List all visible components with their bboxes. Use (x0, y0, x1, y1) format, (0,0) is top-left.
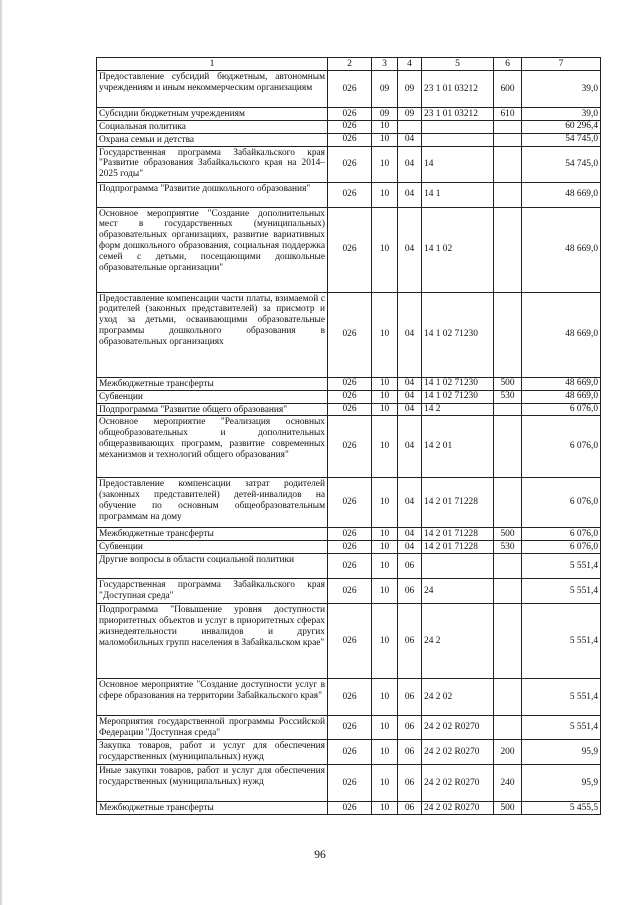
expense-type-cell: 500 (494, 528, 522, 541)
amount-cell: 6 076,0 (522, 541, 601, 554)
ministry-code-cell: 026 (328, 71, 372, 108)
subsection-code-cell: 04 (398, 292, 422, 377)
section-code-cell: 10 (372, 478, 398, 528)
target-article-cell: 14 2 (422, 403, 494, 416)
ministry-code-cell: 026 (328, 182, 372, 207)
row-name-cell: Государственная программа Забайкальского края "Развитие образования Забайкальского края на 2014–2025 годы" (97, 146, 328, 182)
row-name-cell: Охрана семьи и детства (97, 133, 328, 146)
target-article-cell: 14 1 02 71230 (422, 390, 494, 403)
target-article-cell: 14 (422, 146, 494, 182)
table-row (97, 579, 601, 604)
expense-type-cell: 200 (494, 740, 522, 765)
amount-cell: 48 669,0 (522, 377, 601, 390)
section-code-cell: 10 (372, 403, 398, 416)
section-code-cell: 10 (372, 207, 398, 292)
ministry-code-cell: 026 (328, 679, 372, 716)
subsection-code-cell: 09 (398, 108, 422, 121)
row-name-cell: Подпрограмма "Развитие дошкольного образования" (97, 182, 328, 207)
target-article-cell: 24 2 02 R0270 (422, 802, 494, 815)
table-row (97, 528, 601, 541)
subsection-code-cell: 04 (398, 403, 422, 416)
amount-cell: 95,9 (522, 740, 601, 765)
section-code-cell: 10 (372, 541, 398, 554)
section-code-cell: 10 (372, 390, 398, 403)
target-article-cell: 23 1 01 03212 (422, 108, 494, 121)
table-row (97, 377, 601, 390)
subsection-code-cell: 06 (398, 679, 422, 716)
ministry-code-cell: 026 (328, 478, 372, 528)
target-article-cell: 14 2 01 71228 (422, 478, 494, 528)
amount-cell: 5 551,4 (522, 716, 601, 740)
table-row (97, 403, 601, 416)
ministry-code-cell: 026 (328, 604, 372, 679)
row-name-cell: Основное мероприятие "Реализация основных общеобразовательных и дополнительных общеразвивающих программ, развитие современных механизмов и технологий общего образования" (97, 416, 328, 478)
expense-type-cell: 500 (494, 377, 522, 390)
table-row (97, 802, 601, 815)
section-code-cell: 10 (372, 679, 398, 716)
header-cell: 6 (494, 58, 522, 71)
amount-cell: 6 076,0 (522, 416, 601, 478)
section-code-cell: 10 (372, 133, 398, 146)
section-code-cell: 10 (372, 554, 398, 579)
expense-type-cell: 610 (494, 108, 522, 121)
amount-cell: 5 551,4 (522, 604, 601, 679)
subsection-code-cell: 04 (398, 207, 422, 292)
amount-cell: 48 669,0 (522, 207, 601, 292)
target-article-cell: 23 1 01 03212 (422, 71, 494, 108)
table-row (97, 416, 601, 478)
amount-cell: 5 551,4 (522, 579, 601, 604)
section-code-cell: 10 (372, 528, 398, 541)
expense-type-cell (494, 403, 522, 416)
target-article-cell: 24 2 02 R0270 (422, 716, 494, 740)
expense-type-cell (494, 716, 522, 740)
subsection-code-cell: 06 (398, 604, 422, 679)
expense-type-cell (494, 207, 522, 292)
amount-cell: 48 669,0 (522, 182, 601, 207)
target-article-cell: 14 1 02 71230 (422, 377, 494, 390)
expense-type-cell: 500 (494, 802, 522, 815)
subsection-code-cell: 04 (398, 133, 422, 146)
target-article-cell: 24 2 (422, 604, 494, 679)
subsection-code-cell: 04 (398, 416, 422, 478)
target-article-cell: 24 2 02 R0270 (422, 740, 494, 765)
ministry-code-cell: 026 (328, 120, 372, 133)
target-article-cell: 24 2 02 (422, 679, 494, 716)
header-cell: 2 (328, 58, 372, 71)
expense-type-cell: 600 (494, 71, 522, 108)
row-name-cell: Подпрограмма "Повышение уровня доступности приоритетных объектов и услуг в приоритетных сферах жизнедеятельности инвалидов и других маломобильных групп населения в Забайкальском крае" (97, 604, 328, 679)
table-row (97, 604, 601, 679)
ministry-code-cell: 026 (328, 416, 372, 478)
row-name-cell: Социальная политика (97, 120, 328, 133)
header-cell: 5 (422, 58, 494, 71)
ministry-code-cell: 026 (328, 765, 372, 802)
row-name-cell: Мероприятия государственной программы Российской Федерации "Доступная среда" (97, 716, 328, 740)
table-row (97, 716, 601, 740)
subsection-code-cell: 06 (398, 579, 422, 604)
row-name-cell: Межбюджетные трансферты (97, 528, 328, 541)
row-name-cell: Основное мероприятие "Создание доступности услуг в сфере образования на территории Забайкальского края" (97, 679, 328, 716)
ministry-code-cell: 026 (328, 716, 372, 740)
row-name-cell: Другие вопросы в области социальной политики (97, 554, 328, 579)
subsection-code-cell: 04 (398, 377, 422, 390)
row-name-cell: Закупка товаров, работ и услуг для обеспечения государственных (муниципальных) нужд (97, 740, 328, 765)
ministry-code-cell: 026 (328, 528, 372, 541)
row-name-cell: Предоставление компенсации части платы, взимаемой с родителей (законных представителей) за присмотр и уход за детьми, осваивающими образовательные программы дошкольного образования в образовательных организациях (97, 292, 328, 377)
section-code-cell: 10 (372, 604, 398, 679)
subsection-code-cell: 06 (398, 554, 422, 579)
expense-type-cell (494, 292, 522, 377)
subsection-code-cell: 04 (398, 146, 422, 182)
target-article-cell (422, 120, 494, 133)
table-row (97, 478, 601, 528)
budget-table (96, 57, 601, 815)
amount-cell: 5 455,5 (522, 802, 601, 815)
ministry-code-cell: 026 (328, 390, 372, 403)
table-row (97, 765, 601, 802)
section-code-cell: 10 (372, 802, 398, 815)
row-name-cell: Основное мероприятие "Создание дополнительных мест в государственных (муниципальных) образовательных организациях, развитие вариативных форм дошкольного образования, социальная поддержка семей с детьми, посещающими дошкольные образовательные организации" (97, 207, 328, 292)
table-row (97, 120, 601, 133)
section-code-cell: 10 (372, 740, 398, 765)
expense-type-cell: 530 (494, 390, 522, 403)
header-cell: 3 (372, 58, 398, 71)
target-article-cell: 14 2 01 (422, 416, 494, 478)
section-code-cell: 10 (372, 292, 398, 377)
subsection-code-cell: 09 (398, 71, 422, 108)
page-number: 96 (314, 849, 326, 861)
header-cell: 4 (398, 58, 422, 71)
target-article-cell: 14 1 (422, 182, 494, 207)
expense-type-cell (494, 604, 522, 679)
table-row (97, 740, 601, 765)
subsection-code-cell: 04 (398, 390, 422, 403)
subsection-code-cell: 04 (398, 528, 422, 541)
subsection-code-cell: 04 (398, 541, 422, 554)
target-article-cell: 24 (422, 579, 494, 604)
ministry-code-cell: 026 (328, 740, 372, 765)
table-row (97, 71, 601, 108)
target-article-cell: 14 1 02 71230 (422, 292, 494, 377)
row-name-cell: Государственная программа Забайкальского края "Доступная среда" (97, 579, 328, 604)
section-code-cell: 10 (372, 182, 398, 207)
ministry-code-cell: 026 (328, 108, 372, 121)
amount-cell: 54 745,0 (522, 146, 601, 182)
table-row (97, 679, 601, 716)
row-name-cell: Межбюджетные трансферты (97, 377, 328, 390)
ministry-code-cell: 026 (328, 207, 372, 292)
ministry-code-cell: 026 (328, 292, 372, 377)
amount-cell: 60 296,4 (522, 120, 601, 133)
table-row (97, 390, 601, 403)
expense-type-cell: 240 (494, 765, 522, 802)
row-name-cell: Межбюджетные трансферты (97, 802, 328, 815)
section-code-cell: 10 (372, 146, 398, 182)
section-code-cell: 10 (372, 579, 398, 604)
row-name-cell: Субсидии бюджетным учреждениям (97, 108, 328, 121)
section-code-cell: 10 (372, 120, 398, 133)
table-row (97, 207, 601, 292)
table-row (97, 541, 601, 554)
expense-type-cell (494, 416, 522, 478)
section-code-cell: 09 (372, 71, 398, 108)
row-name-cell: Предоставление субсидий бюджетным, автономным учреждениям и иным некоммерческим организациям (97, 71, 328, 108)
ministry-code-cell: 026 (328, 541, 372, 554)
ministry-code-cell: 026 (328, 802, 372, 815)
subsection-code-cell: 06 (398, 765, 422, 802)
table-row (97, 108, 601, 121)
expense-type-cell (494, 679, 522, 716)
row-name-cell: Иные закупки товаров, работ и услуг для обеспечения государственных (муниципальных) нужд (97, 765, 328, 802)
section-code-cell: 09 (372, 108, 398, 121)
target-article-cell: 14 2 01 71228 (422, 528, 494, 541)
subsection-code-cell: 04 (398, 182, 422, 207)
row-name-cell: Субвенции (97, 390, 328, 403)
header-cell: 1 (97, 58, 328, 71)
amount-cell: 95,9 (522, 765, 601, 802)
target-article-cell: 14 1 02 (422, 207, 494, 292)
ministry-code-cell: 026 (328, 579, 372, 604)
scan-edge-shadow (0, 0, 3, 905)
row-name-cell: Предоставление компенсации затрат родителей (законных представителей) детей-инвалидов на обучение по основным общеобразовательным программам на дому (97, 478, 328, 528)
expense-type-cell (494, 182, 522, 207)
target-article-cell (422, 133, 494, 146)
table-row (97, 133, 601, 146)
table-row (97, 292, 601, 377)
row-name-cell: Подпрограмма "Развитие общего образования" (97, 403, 328, 416)
section-code-cell: 10 (372, 377, 398, 390)
ministry-code-cell: 026 (328, 554, 372, 579)
ministry-code-cell: 026 (328, 377, 372, 390)
table-row (97, 182, 601, 207)
section-code-cell: 10 (372, 416, 398, 478)
table-row (97, 554, 601, 579)
subsection-code-cell: 06 (398, 802, 422, 815)
amount-cell: 6 076,0 (522, 528, 601, 541)
amount-cell: 48 669,0 (522, 292, 601, 377)
row-name-cell: Субвенции (97, 541, 328, 554)
expense-type-cell (494, 146, 522, 182)
amount-cell: 6 076,0 (522, 403, 601, 416)
subsection-code-cell (398, 120, 422, 133)
header-cell: 7 (522, 58, 601, 71)
expense-type-cell (494, 120, 522, 133)
subsection-code-cell: 06 (398, 740, 422, 765)
expense-type-cell (494, 554, 522, 579)
subsection-code-cell: 06 (398, 716, 422, 740)
ministry-code-cell: 026 (328, 133, 372, 146)
amount-cell: 54 745,0 (522, 133, 601, 146)
section-code-cell: 10 (372, 765, 398, 802)
amount-cell: 6 076,0 (522, 478, 601, 528)
amount-cell: 48 669,0 (522, 390, 601, 403)
target-article-cell: 14 2 01 71228 (422, 541, 494, 554)
expense-type-cell (494, 133, 522, 146)
subsection-code-cell: 04 (398, 478, 422, 528)
ministry-code-cell: 026 (328, 403, 372, 416)
target-article-cell: 24 2 02 R0270 (422, 765, 494, 802)
expense-type-cell (494, 478, 522, 528)
amount-cell: 5 551,4 (522, 679, 601, 716)
expense-type-cell: 530 (494, 541, 522, 554)
section-code-cell: 10 (372, 716, 398, 740)
ministry-code-cell: 026 (328, 146, 372, 182)
expense-type-cell (494, 579, 522, 604)
target-article-cell (422, 554, 494, 579)
amount-cell: 39,0 (522, 108, 601, 121)
amount-cell: 39,0 (522, 71, 601, 108)
amount-cell: 5 551,4 (522, 554, 601, 579)
header-row (97, 58, 601, 71)
table-row (97, 146, 601, 182)
